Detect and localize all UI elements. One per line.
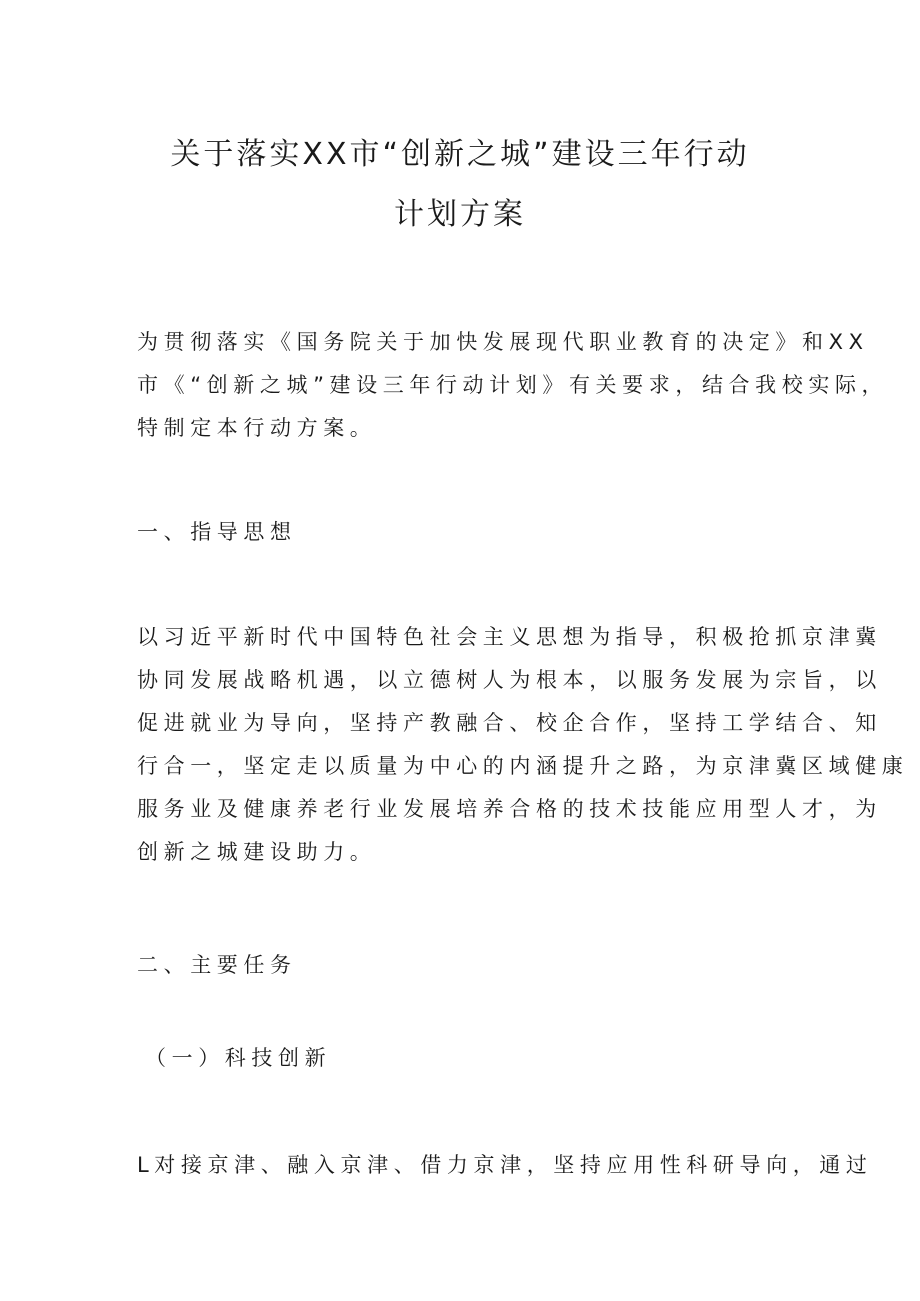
- subsection-heading-tech-innovation: （一）科技创新: [145, 1046, 332, 1070]
- intro-line: 特制定本行动方案。: [137, 416, 377, 440]
- body-line: 协同发展战略机遇，以立德树人为根本，以服务发展为宗旨，以: [137, 668, 882, 692]
- body-line: L对接京津、融入京津、借力京津，坚持应用性科研导向，通过: [137, 1153, 873, 1177]
- body-line: 创新之城建设助力。: [137, 840, 377, 864]
- body-line: 服务业及健康养老行业发展培养合格的技术技能应用型人才，为: [137, 797, 882, 821]
- body-line: 促进就业为导向，坚持产教融合、校企合作，坚持工学结合、知: [137, 711, 882, 735]
- section-heading-main-tasks: 二、主要任务: [137, 953, 297, 977]
- intro-line: 市《“创新之城”建设三年行动计划》有关要求，结合我校实际，: [137, 373, 889, 397]
- section-heading-guiding-ideology: 一、指导思想: [137, 520, 297, 544]
- document-title-line-2: 计划方案: [394, 197, 526, 232]
- document-title-line-1: 关于落实XX市“创新之城”建设三年行动: [170, 137, 750, 172]
- body-line: 行合一，坚定走以质量为中心的内涵提升之路，为京津冀区域健康: [137, 754, 909, 778]
- intro-line: 为贯彻落实《国务院关于加快发展现代职业教育的决定》和XX: [137, 330, 869, 354]
- body-line: 以习近平新时代中国特色社会主义思想为指导，积极抢抓京津冀: [137, 625, 882, 649]
